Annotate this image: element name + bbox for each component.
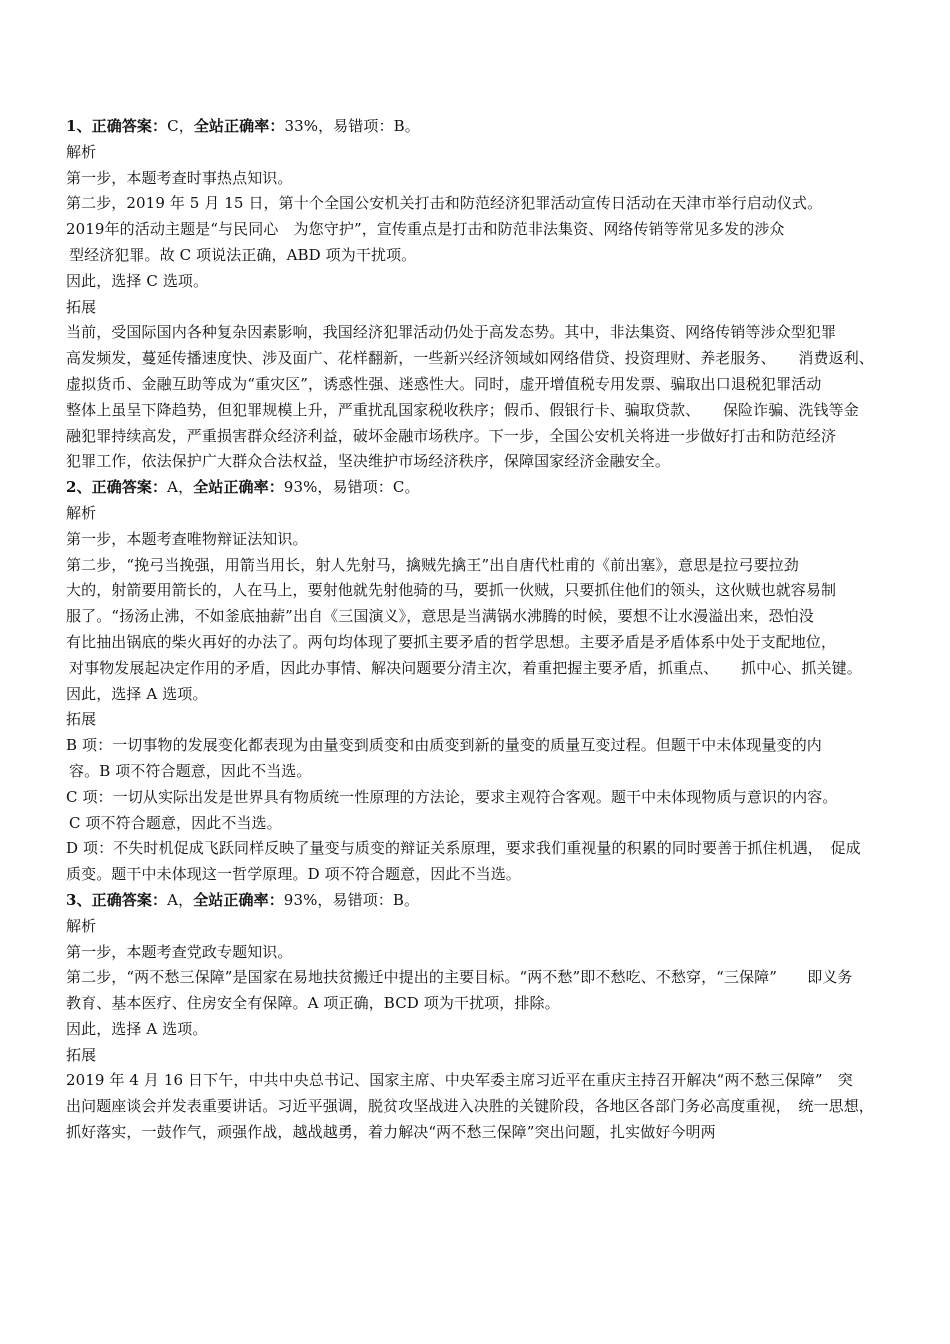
answer-prefix: 2、正确答案： — [66, 478, 168, 497]
text-line: 出问题座谈会并发表重要讲话。习近平强调，脱贫攻坚战进入决胜的关键阶段，各地区各部门务必高度重视， 统一思想， — [66, 1097, 874, 1116]
answer-item-2 — [66, 475, 896, 888]
text-line: 高发频发，蔓延传播速度快、涉及面广、花样翻新，一些新兴经济领域如网络借贷、投资理财、养老服务、 消费返利、 — [66, 349, 874, 368]
text-line: 有比抽出锅底的柴火再好的办法了。两句均体现了要抓主要矛盾的哲学思想。主要矛盾是矛盾体系中处于支配地位， — [66, 632, 837, 651]
answer-header-3 — [66, 888, 896, 914]
text-line: 融犯罪持续高发，严重损害群众经济利益，破坏金融市场秩序。下一步，全国公安机关将进一步做好打击和防范经济 — [66, 426, 837, 445]
section-label-extension: 拓展 — [66, 710, 97, 729]
text-line: B 项：一切事物的发展变化都表现为由量变到质变和由质变到新的量变的质量互变过程。但题干中未体现量变的内 — [66, 736, 822, 755]
rate-label: 全站正确率： — [193, 478, 284, 497]
text-line: 虚拟货币、金融互助等成为“重灾区”，诱惑性强、迷惑性大。同时，虚开增值税专用发票、骗取出口退税犯罪活动 — [66, 374, 822, 393]
section-label-analysis: 解析 — [66, 142, 97, 161]
text-line: 第二步，“挽弓当挽强，用箭当用长，射人先射马，擒贼先擒王”出自唐代杜甫的《前出塞》，意思是拉弓要拉劲 — [66, 555, 799, 574]
text-line: 服了。“扬汤止沸，不如釜底抽薪”出自《三国演义》，意思是当满锅水沸腾的时候，要想不让水漫溢出来，恐怕没 — [66, 607, 814, 626]
text-line: 2019 年 4 月 16 日下午，中共中央总书记、国家主席、中央军委主席习近平在重庆主持召开解决“两不愁三保障” 突 — [66, 1071, 853, 1090]
rate-label: 全站正确率： — [193, 117, 285, 135]
answer-header-1 — [66, 114, 896, 140]
text-line: 因此，选择 C 选项。 — [66, 271, 209, 290]
answer-prefix: 3、正确答案： — [66, 890, 168, 909]
rate-label: 全站正确率： — [193, 890, 284, 909]
text-line: 当前，受国际国内各种复杂因素影响，我国经济犯罪活动仍处于高发态势。其中，非法集资、网络传销等涉众型犯罪 — [66, 323, 837, 342]
answer-prefix: 1、正确答案： — [66, 117, 168, 135]
section-label-analysis: 解析 — [66, 503, 97, 522]
text-line: 犯罪工作，依法保护广大群众合法权益，坚决维护市场经济秩序，保障国家经济金融安全。 — [66, 452, 671, 471]
answer-value: A， — [167, 890, 194, 909]
answer-explanations — [66, 114, 896, 1146]
text-line: 第一步，本题考查唯物辩证法知识。 — [66, 529, 308, 548]
text-line: 整体上虽呈下降趋势，但犯罪规模上升，严重扰乱国家税收秩序；假币、假银行卡、骗取贷款、 保险诈骗、洗钱等金 — [66, 400, 859, 419]
answer-value: A， — [167, 478, 194, 497]
text-line: 大的，射箭要用箭长的，人在马上，要射他就先射他骑的马，要抓一伙贼，只要抓住他们的领头，这伙贼也就容易制 — [66, 581, 837, 600]
text-line: C 项不符合题意，因此不当选。 — [69, 813, 282, 832]
answer-value: C， — [167, 117, 194, 135]
section-label-extension: 拓展 — [66, 1045, 97, 1064]
text-line: C 项：一切从实际出发是世界具有物质统一性原理的方法论，要求主观符合客观。题干中未体现物质与意识的内容。 — [66, 787, 838, 806]
text-line: 抓好落实，一鼓作气，顽强作战，越战越勇，着力解决“两不愁三保障”突出问题，扎实做好今明两 — [66, 1123, 716, 1142]
text-line: 因此，选择 A 选项。 — [66, 1019, 208, 1038]
text-line: 第二步，“两不愁三保障”是国家在易地扶贫搬迁中提出的主要目标。“两不愁”即不愁吃、不愁穿，“三保障” 即义务 — [66, 968, 853, 987]
text-line: 第一步，本题考查党政专题知识。 — [66, 942, 293, 961]
answer-header-2 — [66, 475, 896, 501]
text-line: 型经济犯罪。故 C 项说法正确，ABD 项为干扰项。 — [69, 245, 417, 264]
section-label-extension: 拓展 — [66, 297, 97, 316]
section-label-analysis: 解析 — [66, 916, 97, 935]
text-line: D 项：不失时机促成飞跃同样反映了量变与质变的辩证关系原理，要求我们重视量的积累的同时要善于抓住机遇， 促成 — [66, 839, 861, 858]
text-line: 第二步，2019 年 5 月 15 日，第十个全国公安机关打击和防范经济犯罪活动宣传日活动在天津市举行启动仪式。 — [66, 194, 823, 213]
text-line: 因此，选择 A 选项。 — [66, 684, 208, 703]
rate-value: 33%，易错项：B。 — [284, 117, 420, 135]
text-line: 教育、基本医疗、住房安全有保障。A 项正确，BCD 项为干扰项，排除。 — [66, 994, 560, 1013]
text-line: 质变。题干中未体现这一哲学原理。D 项不符合题意，因此不当选。 — [66, 865, 521, 884]
rate-value: 93%，易错项：C。 — [283, 478, 420, 497]
text-line: 2019年的活动主题是“与民同心 为您守护”，宣传重点是打击和防范非法集资、网络传销等常见多发的涉众 — [66, 220, 785, 239]
answer-item-3 — [66, 888, 896, 1146]
text-line: 对事物发展起决定作用的矛盾，因此办事情、解决问题要分清主次，着重把握主要矛盾，抓重点、 抓中心、抓关键。 — [69, 658, 862, 677]
text-line: 第一步，本题考查时事热点知识。 — [66, 168, 293, 187]
text-line: 容。B 项不符合题意，因此不当选。 — [69, 761, 312, 780]
answer-item-1 — [66, 114, 896, 475]
rate-value: 93%，易错项：B。 — [283, 890, 420, 909]
